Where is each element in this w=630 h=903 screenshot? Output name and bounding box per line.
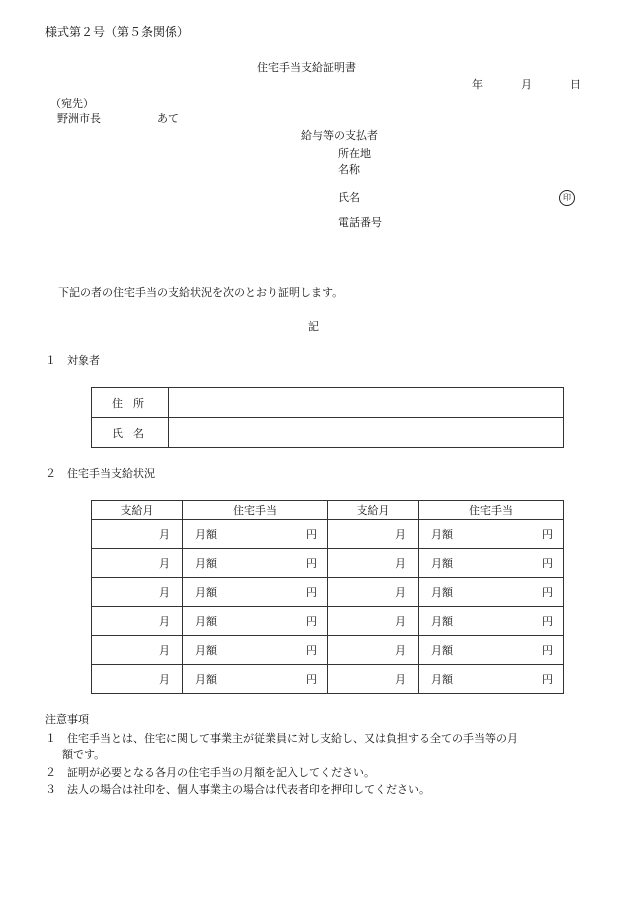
month-cell[interactable]: 月 xyxy=(328,665,419,694)
payer-phone-label: 電話番号 xyxy=(338,216,382,229)
addressee-prefix: （宛先） xyxy=(50,97,94,110)
section2-heading: ２ 住宅手当支給状況 xyxy=(45,467,155,480)
date-day: 日 xyxy=(570,78,581,91)
month-cell[interactable]: 月 xyxy=(92,520,183,549)
table-row xyxy=(92,578,564,607)
amount-cell[interactable] xyxy=(419,549,564,578)
month-cell[interactable]: 月 xyxy=(328,549,419,578)
allowance-table xyxy=(91,500,564,694)
amount-label: 月額 xyxy=(195,557,217,570)
yen-unit: 円 xyxy=(542,528,553,541)
amount-cell[interactable] xyxy=(419,578,564,607)
amount-cell[interactable] xyxy=(419,607,564,636)
amount-cell[interactable] xyxy=(183,520,328,549)
yen-unit: 円 xyxy=(306,673,317,686)
intro-text: 下記の者の住宅手当の支給状況を次のとおり証明します。 xyxy=(58,286,344,299)
table-row xyxy=(92,520,564,549)
yen-unit: 円 xyxy=(306,586,317,599)
table-header-row xyxy=(92,501,564,520)
yen-unit: 円 xyxy=(542,557,553,570)
address-field[interactable] xyxy=(169,388,564,418)
yen-unit: 円 xyxy=(306,644,317,657)
month-cell[interactable]: 月 xyxy=(328,636,419,665)
payer-person-name-label: 氏名 xyxy=(338,191,360,204)
amount-label: 月額 xyxy=(195,615,217,628)
amount-cell[interactable] xyxy=(183,607,328,636)
amount-cell[interactable] xyxy=(419,636,564,665)
month-cell[interactable]: 月 xyxy=(92,607,183,636)
col-header-allowance: 住宅手当 xyxy=(419,501,564,520)
amount-cell[interactable] xyxy=(183,665,328,694)
table-row xyxy=(92,607,564,636)
month-cell[interactable]: 月 xyxy=(92,549,183,578)
document-title: 住宅手当支給証明書 xyxy=(257,61,356,74)
amount-cell[interactable] xyxy=(419,520,564,549)
name-label: 氏名 xyxy=(92,418,169,448)
amount-cell[interactable] xyxy=(183,549,328,578)
payer-corp-name-label: 名称 xyxy=(338,163,360,176)
col-header-allowance: 住宅手当 xyxy=(183,501,328,520)
table-row xyxy=(92,636,564,665)
notes-heading: 注意事項 xyxy=(45,713,89,726)
note-item: ２ 証明が必要となる各月の住宅手当の月額を記入してください。 xyxy=(45,766,375,779)
table-row xyxy=(92,665,564,694)
yen-unit: 円 xyxy=(542,644,553,657)
form-number: 様式第２号（第５条関係） xyxy=(45,25,190,39)
amount-label: 月額 xyxy=(431,673,453,686)
yen-unit: 円 xyxy=(306,528,317,541)
month-cell[interactable]: 月 xyxy=(328,607,419,636)
payer-location-label: 所在地 xyxy=(338,147,371,160)
address-label: 住所 xyxy=(92,388,169,418)
ki-heading: 記 xyxy=(308,320,319,333)
month-cell[interactable]: 月 xyxy=(328,520,419,549)
month-cell[interactable]: 月 xyxy=(328,578,419,607)
table-row xyxy=(92,418,564,448)
amount-cell[interactable] xyxy=(419,665,564,694)
date-year: 年 xyxy=(472,78,483,91)
name-field[interactable] xyxy=(169,418,564,448)
yen-unit: 円 xyxy=(306,615,317,628)
seal-mark: 印 xyxy=(559,190,575,206)
col-header-month: 支給月 xyxy=(92,501,183,520)
addressee-name: 野洲市長 xyxy=(57,112,101,125)
amount-cell[interactable] xyxy=(183,578,328,607)
date-month: 月 xyxy=(521,78,532,91)
payer-heading: 給与等の支払者 xyxy=(301,129,378,142)
table-row xyxy=(92,549,564,578)
amount-cell[interactable] xyxy=(183,636,328,665)
yen-unit: 円 xyxy=(542,673,553,686)
month-cell[interactable]: 月 xyxy=(92,665,183,694)
amount-label: 月額 xyxy=(431,557,453,570)
yen-unit: 円 xyxy=(542,615,553,628)
note-item: ３ 法人の場合は社印を、個人事業主の場合は代表者印を押印してください。 xyxy=(45,783,430,796)
amount-label: 月額 xyxy=(431,644,453,657)
month-cell[interactable]: 月 xyxy=(92,578,183,607)
note-item-continuation: 額です。 xyxy=(62,748,106,761)
month-cell[interactable]: 月 xyxy=(92,636,183,665)
table-row xyxy=(92,388,564,418)
addressee-suffix: あて xyxy=(157,112,179,125)
yen-unit: 円 xyxy=(542,586,553,599)
note-item: １ 住宅手当とは、住宅に関して事業主が従業員に対し支給し、又は負担する全ての手当等の月 xyxy=(45,732,518,745)
section1-heading: １ 対象者 xyxy=(45,354,100,367)
target-person-table xyxy=(91,387,564,448)
amount-label: 月額 xyxy=(431,615,453,628)
amount-label: 月額 xyxy=(195,644,217,657)
amount-label: 月額 xyxy=(195,673,217,686)
yen-unit: 円 xyxy=(306,557,317,570)
amount-label: 月額 xyxy=(431,586,453,599)
col-header-month: 支給月 xyxy=(328,501,419,520)
amount-label: 月額 xyxy=(195,586,217,599)
amount-label: 月額 xyxy=(431,528,453,541)
amount-label: 月額 xyxy=(195,528,217,541)
